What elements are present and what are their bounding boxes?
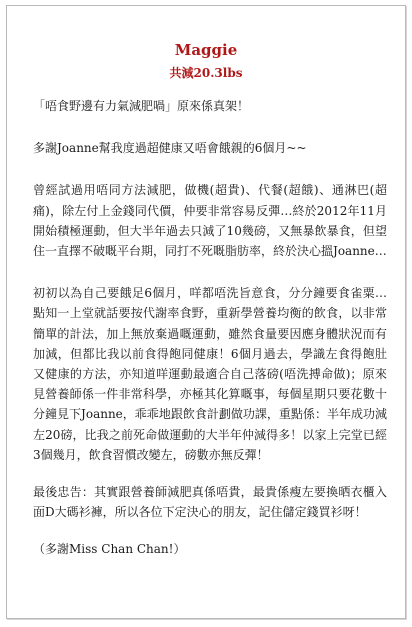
paragraph-intro: 「唔食野邊有力氣減肥喎」原來係真架！ — [33, 99, 250, 113]
paragraph-history: 曾經試過用唔同方法減肥，做機(超貴)、代餐(超餓)、通淋巴(超痛)，除左付上金錢同代價，仲要非常容易反彈…終於2012年11月開始積極運動，但大半年過去只減了10幾磅，又無暴飲暴食，但望住一直擇不破嘅平台期，同打不死嘅脂肪率，終於決心搵Joanne… — [33, 183, 387, 259]
paragraph-thanks: 多謝Joanne幫我度過超健康又唔會餓親的6個月~~ — [33, 141, 307, 156]
paragraph-closing: （多謝Miss Chan Chan!） — [33, 542, 186, 557]
testimonial-body — [33, 96, 387, 582]
paragraph-experience: 初初以為自己要餓足6個月，咩都唔洗旨意食，分分鐘要食雀粟…點知一上堂就話要按代謝率食野，重新學營養均衡的飲食，以非常簡單的計法，加上無放棄過嘅運動，雖然食量要因應身體狀況而有加減，但都比我以前食得飽同健康！6個月過去，學識左食得飽肚又健康的方法，亦知道咩運動最適合自己落磅(唔洗搏命做)；原來見營養師係一件非常科學，亦極其化算嘅事，每個星期只要花數十分鐘見下Joanne，乖乖地跟飲食計劃做功課，重點係：半年成功減左20磅，比我之前死命做運動的大半年仲減得多！以家上完堂已經3個幾月，飲食習慣改變左，磅數亦無反彈！ — [33, 286, 387, 462]
paragraph-advice: 最後忠告：其實跟營養師減肥真係唔貴，最貴係瘦左要換晒衣櫃入面D大碼衫褲，所以各位下定決心的朋友，記住儲定錢買衫呀！ — [33, 485, 387, 520]
weight-loss-result: 共減20.3lbs — [169, 66, 243, 80]
client-name: Maggie — [174, 41, 238, 59]
testimonial-card — [6, 5, 406, 619]
